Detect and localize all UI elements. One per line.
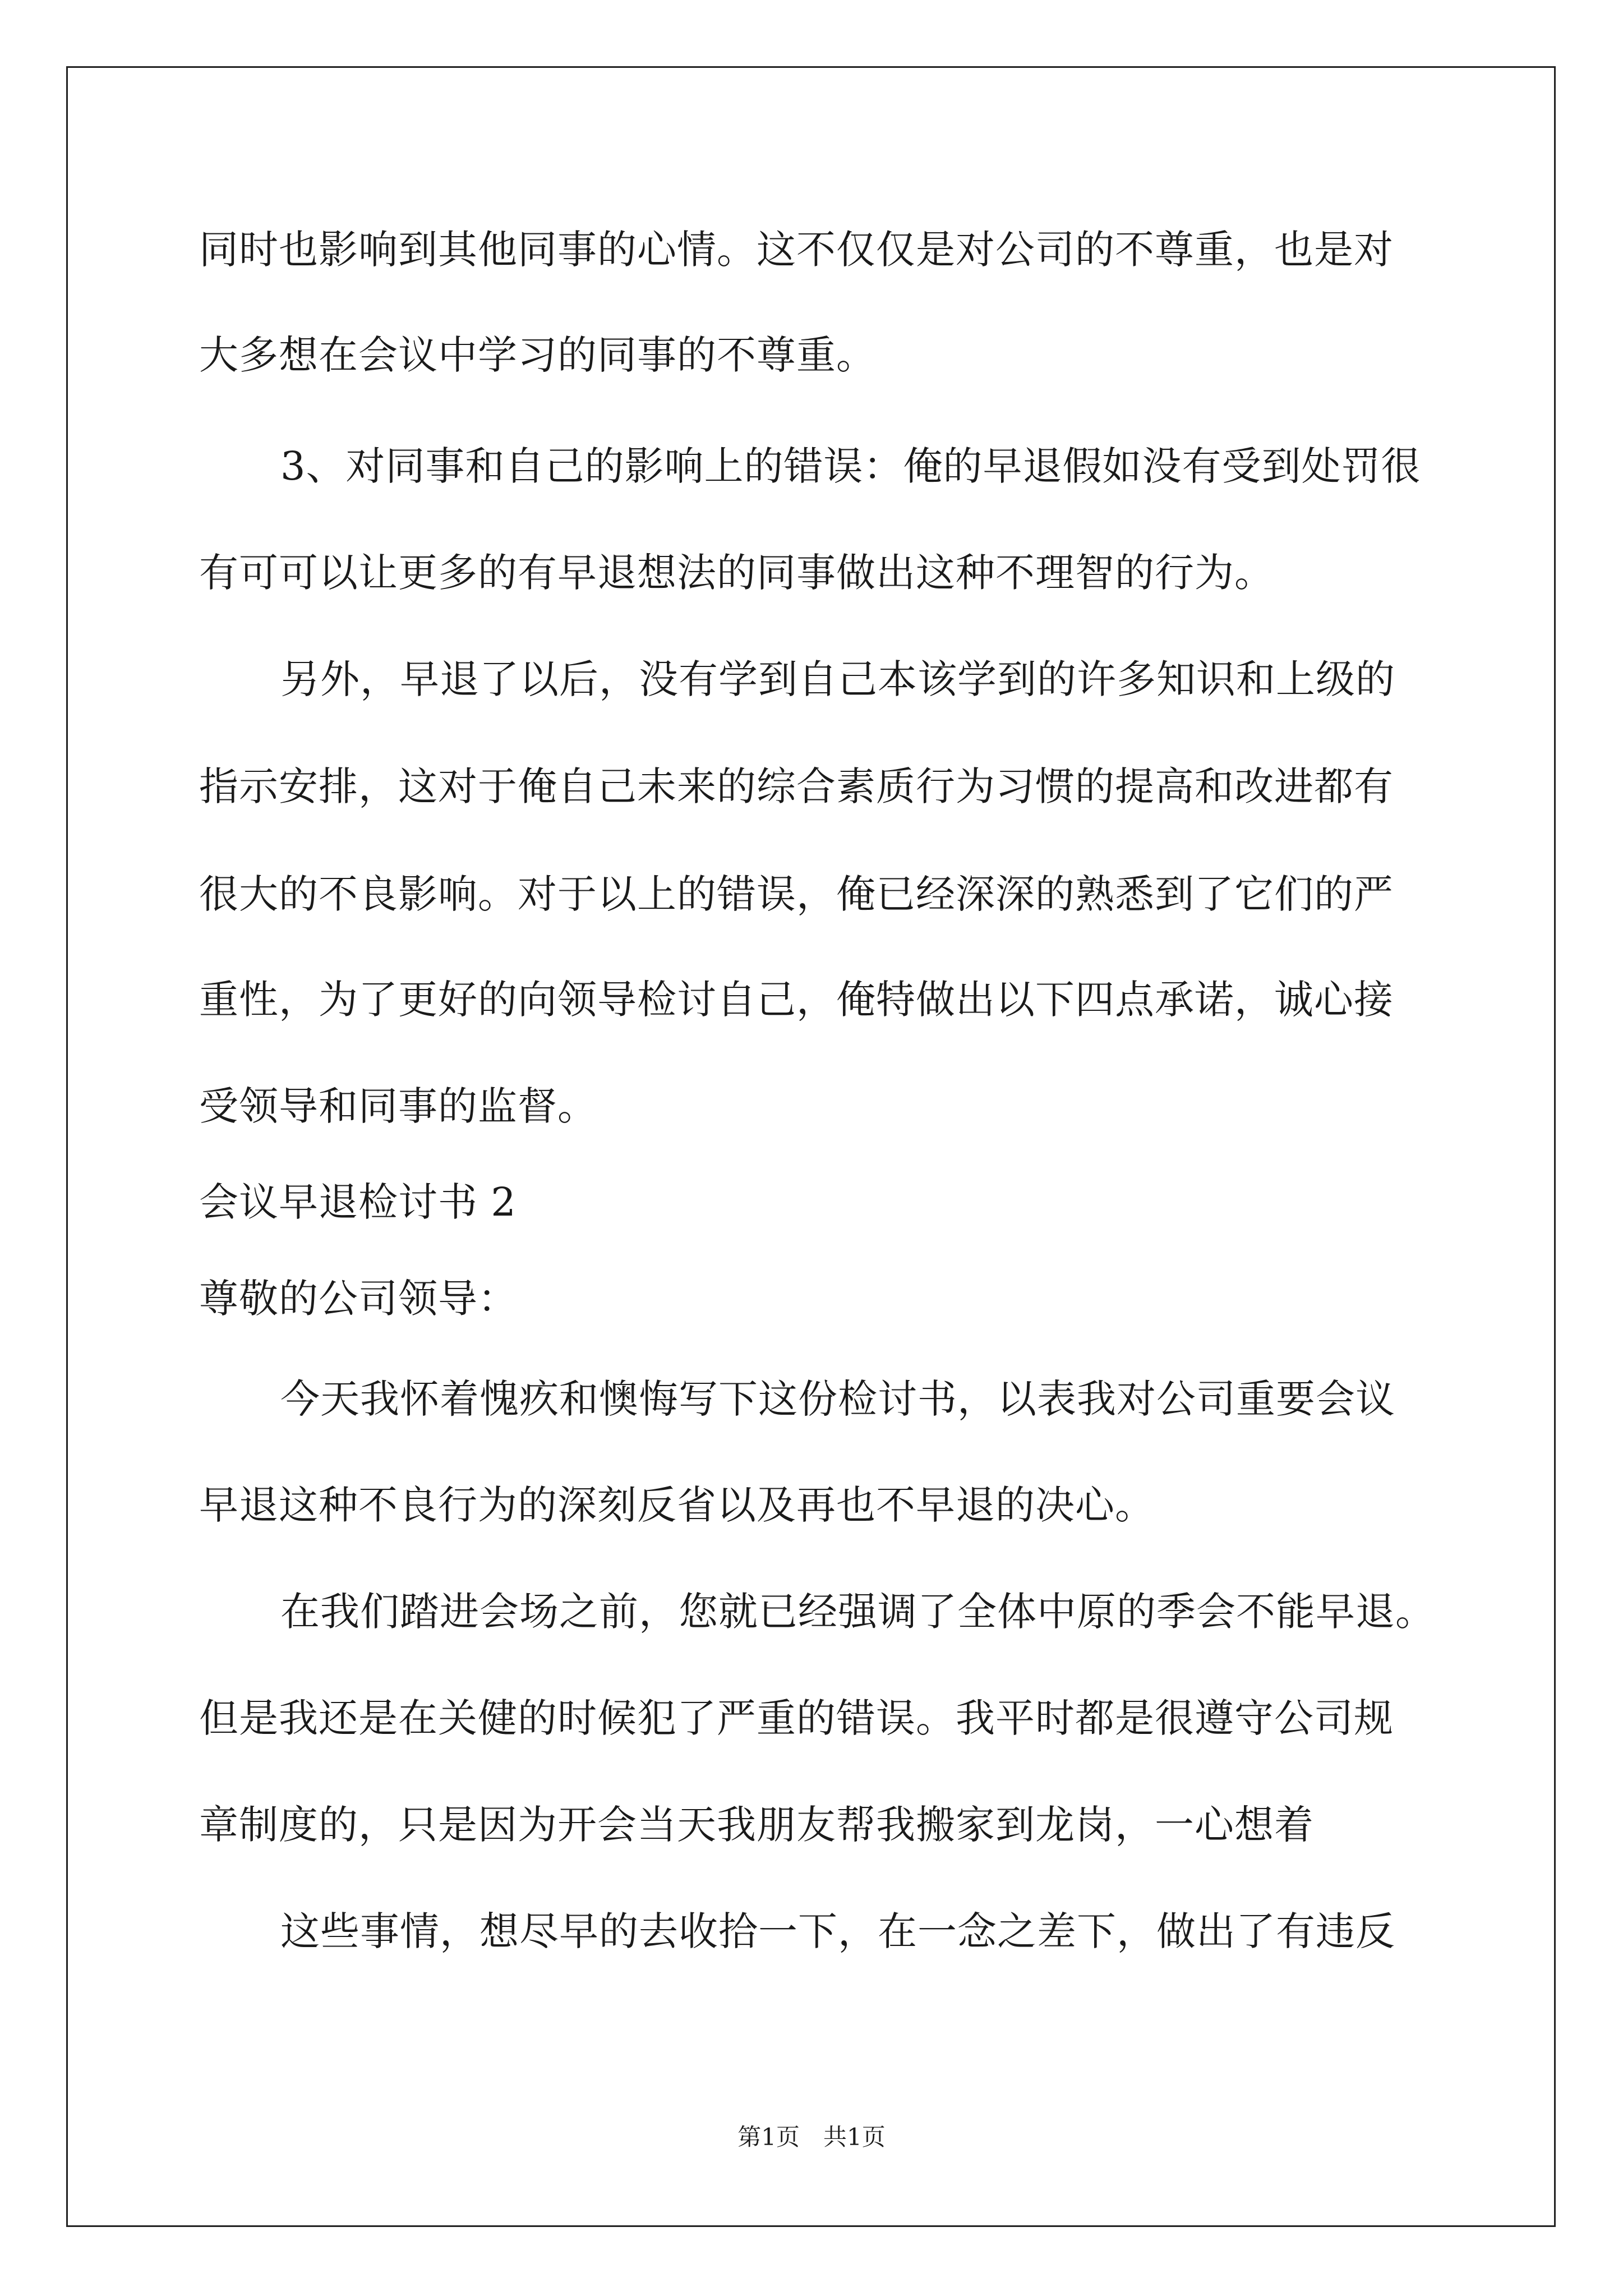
text-line: 指示安排，这对于俺自己未来的综合素质行为习惯的提高和改进都有 xyxy=(199,763,1394,809)
text-line: 在我们踏进会场之前，您就已经强调了全体中原的季会不能早退。 xyxy=(280,1589,1435,1635)
page-border xyxy=(66,66,1556,2227)
text-line: 早退这种不良行为的深刻反省以及再也不早退的决心。 xyxy=(199,1482,1155,1528)
section-heading: 会议早退检讨书 2 xyxy=(199,1179,517,1225)
text-line: 同时也影响到其他同事的心情。这不仅仅是对公司的不尊重，也是对 xyxy=(199,227,1394,273)
text-line: 重性，为了更好的向领导检讨自己，俺特做出以下四点承诺，诚心接 xyxy=(199,977,1394,1023)
page-footer: 第1页 共1页 xyxy=(737,2123,886,2151)
text-line: 大多想在会议中学习的同事的不尊重。 xyxy=(199,332,876,378)
text-line: 章制度的，只是因为开会当天我朋友帮我搬家到龙岗，一心想着 xyxy=(199,1802,1314,1848)
text-line: 这些事情，想尽早的去收拾一下，在一念之差下，做出了有违反 xyxy=(280,1908,1395,1954)
text-line: 今天我怀着愧疚和懊悔写下这份检讨书，以表我对公司重要会议 xyxy=(280,1376,1395,1422)
text-line: 有可可以让更多的有早退想法的同事做出这种不理智的行为。 xyxy=(199,550,1274,596)
text-line: 受领导和同事的监督。 xyxy=(199,1083,597,1129)
text-line: 很大的不良影响。对于以上的错误，俺已经深深的熟悉到了它们的严 xyxy=(199,871,1394,917)
text-line: 另外，早退了以后，没有学到自己本该学到的许多知识和上级的 xyxy=(280,656,1395,702)
salutation: 尊敬的公司领导： xyxy=(199,1276,518,1322)
text-line: 但是我还是在关健的时候犯了严重的错误。我平时都是很遵守公司规 xyxy=(199,1695,1394,1741)
text-line: 3、对同事和自己的影响上的错误：俺的早退假如没有受到处罚很 xyxy=(280,443,1421,489)
